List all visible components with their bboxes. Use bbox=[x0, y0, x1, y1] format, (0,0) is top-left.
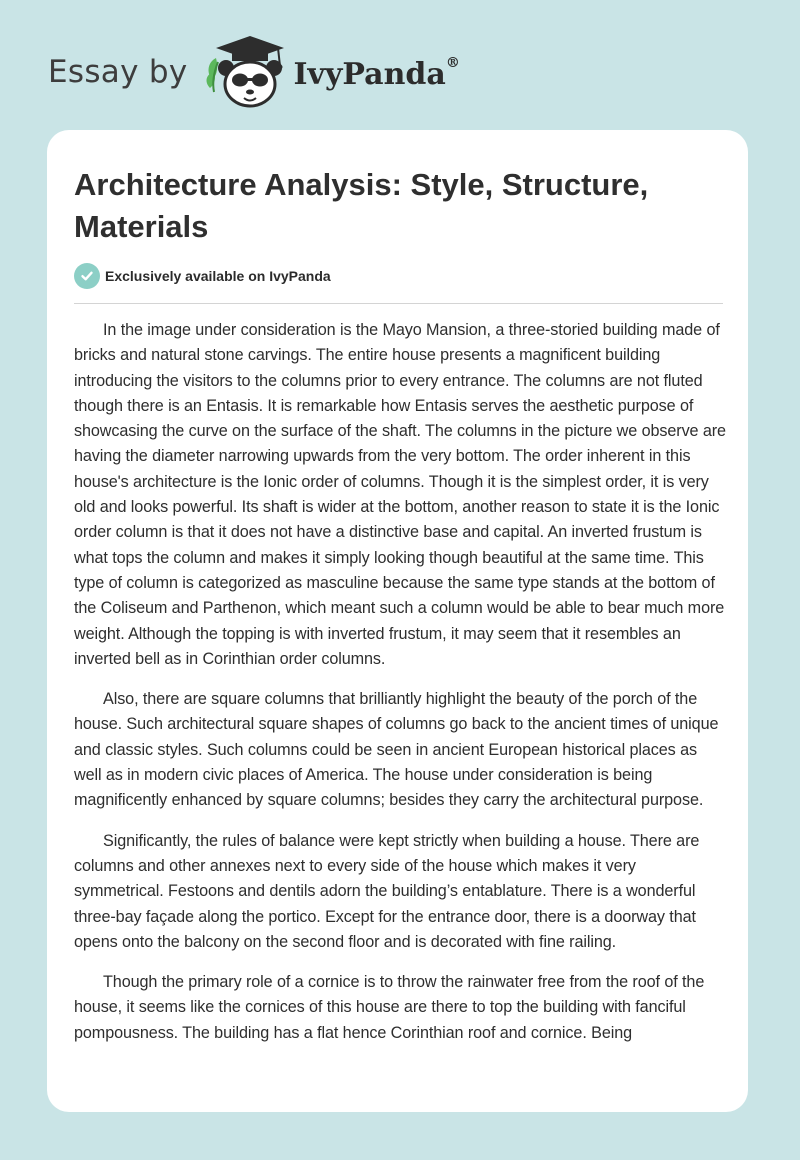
essay-by-label: Essay by bbox=[48, 54, 188, 90]
divider bbox=[74, 303, 723, 304]
brand-name[interactable]: IvyPanda® bbox=[293, 54, 460, 92]
paragraph: Also, there are square columns that brilliantly highlight the beauty of the porch of the house. Such architectural square shapes of columns go back to the ancient times of unique and classic styles. Such columns could be seen in ancient European historical places as well as in modern civic places of America. The house under consideration is being magnificently enhanced by square columns; besides they carry the architectural purpose. bbox=[74, 690, 719, 810]
check-circle-icon bbox=[74, 263, 100, 289]
exclusive-label: Exclusively available on IvyPanda bbox=[105, 268, 331, 284]
registered-mark: ® bbox=[445, 54, 460, 71]
paragraph: Significantly, the rules of balance were kept strictly when building a house. There are columns and other annexes next to every side of the house which makes it very symmetrical. Festoons and dentils adorn the building’s entablature. There is a wonderful three-bay façade along the portico. Except for the entrance door, there is a doorway that opens onto the balcony on the second floor and is decorated with fine railing. bbox=[74, 831, 700, 951]
article-title: Architecture Analysis: Style, Structure, Materials bbox=[74, 167, 649, 244]
exclusive-badge bbox=[74, 263, 331, 289]
panda-logo-icon[interactable] bbox=[202, 32, 290, 112]
paragraph: Though the primary role of a cornice is to throw the rainwater free from the roof of the house, it seems like the cornices of this house are there to top the building with fanciful pompousness. The building has a flat hence Corinthian roof and cornice. Being bbox=[74, 973, 705, 1042]
paragraph: In the image under consideration is the Mayo Mansion, a three-storied building made of bricks and natural stone carvings. The entire house presents a magnificent building introducing the visitors to the columns prior to every entrance. The columns are not fluted though there is an Entasis. It is remarkable how Entasis serves the aesthetic purpose of showcasing the curve on the surface of the shaft. The columns in the picture we observe are having the diameter narrowing upwards from the very bottom. The order inherent in this house's architecture is the Ionic order of columns. Though it is the simplest order, it is very old and looks powerful. Its shaft is wider at the bottom, another reason to state it is the Ionic order column is that it does not have a distinctive base and capital. An inverted frustum is what tops the column and makes it simply looking though beautiful at the same time. This type of column is categorized as masculine because the same type stands at the bottom of the Coliseum and Parthenon, which meant such a column would be able to bear much more weight. Although the topping is with inverted frustum, it may seem that it resembles an inverted bell as in Corinthian order columns. bbox=[74, 321, 726, 668]
article-body bbox=[74, 318, 726, 1061]
article-card bbox=[47, 130, 748, 1112]
site-header bbox=[48, 32, 460, 112]
